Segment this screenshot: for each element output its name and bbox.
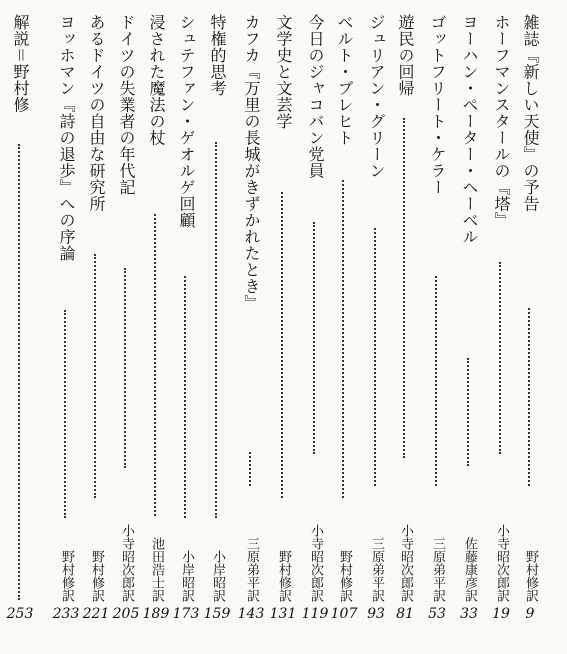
entry-translator: 小岸昭訳 bbox=[210, 550, 225, 602]
toc-entry bbox=[393, 14, 417, 602]
page-number: 53 bbox=[428, 606, 446, 622]
leader-dots bbox=[249, 452, 251, 486]
page-number: 107 bbox=[330, 606, 358, 622]
leader-dots bbox=[281, 192, 283, 498]
entry-title: 浸された魔法の杖 bbox=[147, 14, 166, 146]
entry-translator: 野村修訳 bbox=[523, 550, 538, 602]
entry-title: ヨーハン・ペーター・ヘーベル bbox=[460, 14, 479, 245]
entry-title: ジュリアン・グリーン bbox=[367, 14, 386, 179]
page-number: 143 bbox=[237, 606, 265, 622]
entry-title: カフカ『万里の長城がきずかれたとき』 bbox=[242, 14, 261, 311]
toc-entry bbox=[114, 14, 138, 602]
page-number: 173 bbox=[172, 606, 200, 622]
entry-translator: 佐藤康彦訳 bbox=[462, 537, 477, 602]
toc-entry bbox=[205, 14, 229, 602]
leader-dots bbox=[467, 358, 469, 466]
toc-entry bbox=[144, 14, 168, 602]
page-number: 253 bbox=[6, 606, 34, 622]
page-number: 119 bbox=[301, 606, 329, 622]
entry-translator: 野村修訳 bbox=[337, 550, 352, 602]
page-number: 221 bbox=[82, 606, 110, 622]
toc-entry bbox=[174, 14, 198, 602]
page-number: 19 bbox=[492, 606, 510, 622]
toc-entry bbox=[364, 14, 388, 602]
leader-dots bbox=[64, 310, 66, 518]
page-number: 205 bbox=[112, 606, 140, 622]
leader-dots bbox=[124, 268, 126, 468]
page-number: 131 bbox=[269, 606, 297, 622]
leader-dots bbox=[499, 262, 501, 454]
entry-translator: 小寺昭次郎訳 bbox=[119, 524, 134, 602]
entry-translator: 小寺昭次郎訳 bbox=[308, 524, 323, 602]
toc-entry bbox=[425, 14, 449, 602]
entry-translator: 小寺昭次郎訳 bbox=[494, 524, 509, 602]
entry-translator: 三原弟平訳 bbox=[430, 537, 445, 602]
entry-title: 特権的思考 bbox=[208, 14, 227, 97]
entry-title: ヨッホマン『詩の退歩』への序論 bbox=[57, 14, 76, 262]
toc-entry bbox=[303, 14, 327, 602]
entry-translator: 池田浩士訳 bbox=[149, 537, 164, 602]
entry-title: ドイツの失業者の年代記 bbox=[117, 14, 136, 196]
page-number: 93 bbox=[367, 606, 385, 622]
entry-translator: 野村修訳 bbox=[276, 550, 291, 602]
leader-dots bbox=[215, 142, 217, 518]
leader-dots bbox=[435, 276, 437, 486]
leader-dots bbox=[403, 118, 405, 458]
page-number: 159 bbox=[203, 606, 231, 622]
leader-dots bbox=[94, 254, 96, 498]
entry-translator: 野村修訳 bbox=[89, 550, 104, 602]
entry-title: 遊民の回帰 bbox=[396, 14, 415, 97]
toc-entry bbox=[332, 14, 356, 602]
leader-dots bbox=[313, 222, 315, 454]
toc-entry bbox=[489, 14, 513, 602]
page-number: 81 bbox=[396, 606, 414, 622]
entry-title: 解説＝野村修 bbox=[11, 14, 30, 113]
leader-dots bbox=[528, 308, 530, 486]
toc-entry bbox=[84, 14, 108, 602]
toc-entry bbox=[457, 14, 481, 602]
entry-translator: 小寺昭次郎訳 bbox=[398, 524, 413, 602]
entry-title: シュテファン・ゲオルゲ回顧 bbox=[177, 14, 196, 229]
leader-dots bbox=[154, 214, 156, 516]
leader-dots bbox=[184, 276, 186, 518]
entry-title: 今日のジャコバン党員 bbox=[306, 14, 325, 179]
entry-translator: 野村修訳 bbox=[59, 550, 74, 602]
toc-entry bbox=[271, 14, 295, 602]
toc-entry bbox=[8, 14, 32, 602]
page-number: 33 bbox=[460, 606, 478, 622]
entry-title: ホーフマンスタールの『塔』 bbox=[492, 14, 511, 229]
page-number: 9 bbox=[525, 606, 535, 622]
toc-entry bbox=[239, 14, 263, 602]
entry-title: 文学史と文芸学 bbox=[274, 14, 293, 130]
leader-dots bbox=[374, 228, 376, 486]
page-number: 233 bbox=[52, 606, 80, 622]
toc-entry bbox=[54, 14, 78, 602]
entry-title: ベルト・ブレヒト bbox=[335, 14, 354, 146]
entry-translator: 三原弟平訳 bbox=[244, 537, 259, 602]
entry-title: ゴットフリート・ケラー bbox=[428, 14, 447, 196]
entry-translator: 小岸昭訳 bbox=[179, 550, 194, 602]
page-number: 189 bbox=[142, 606, 170, 622]
entry-title: 雑誌『新しい天使』の予告 bbox=[521, 14, 540, 212]
entry-title: あるドイツの自由な研究所 bbox=[87, 14, 106, 212]
entry-translator: 三原弟平訳 bbox=[369, 537, 384, 602]
leader-dots bbox=[18, 144, 20, 600]
leader-dots bbox=[342, 180, 344, 498]
toc-entry bbox=[518, 14, 542, 602]
